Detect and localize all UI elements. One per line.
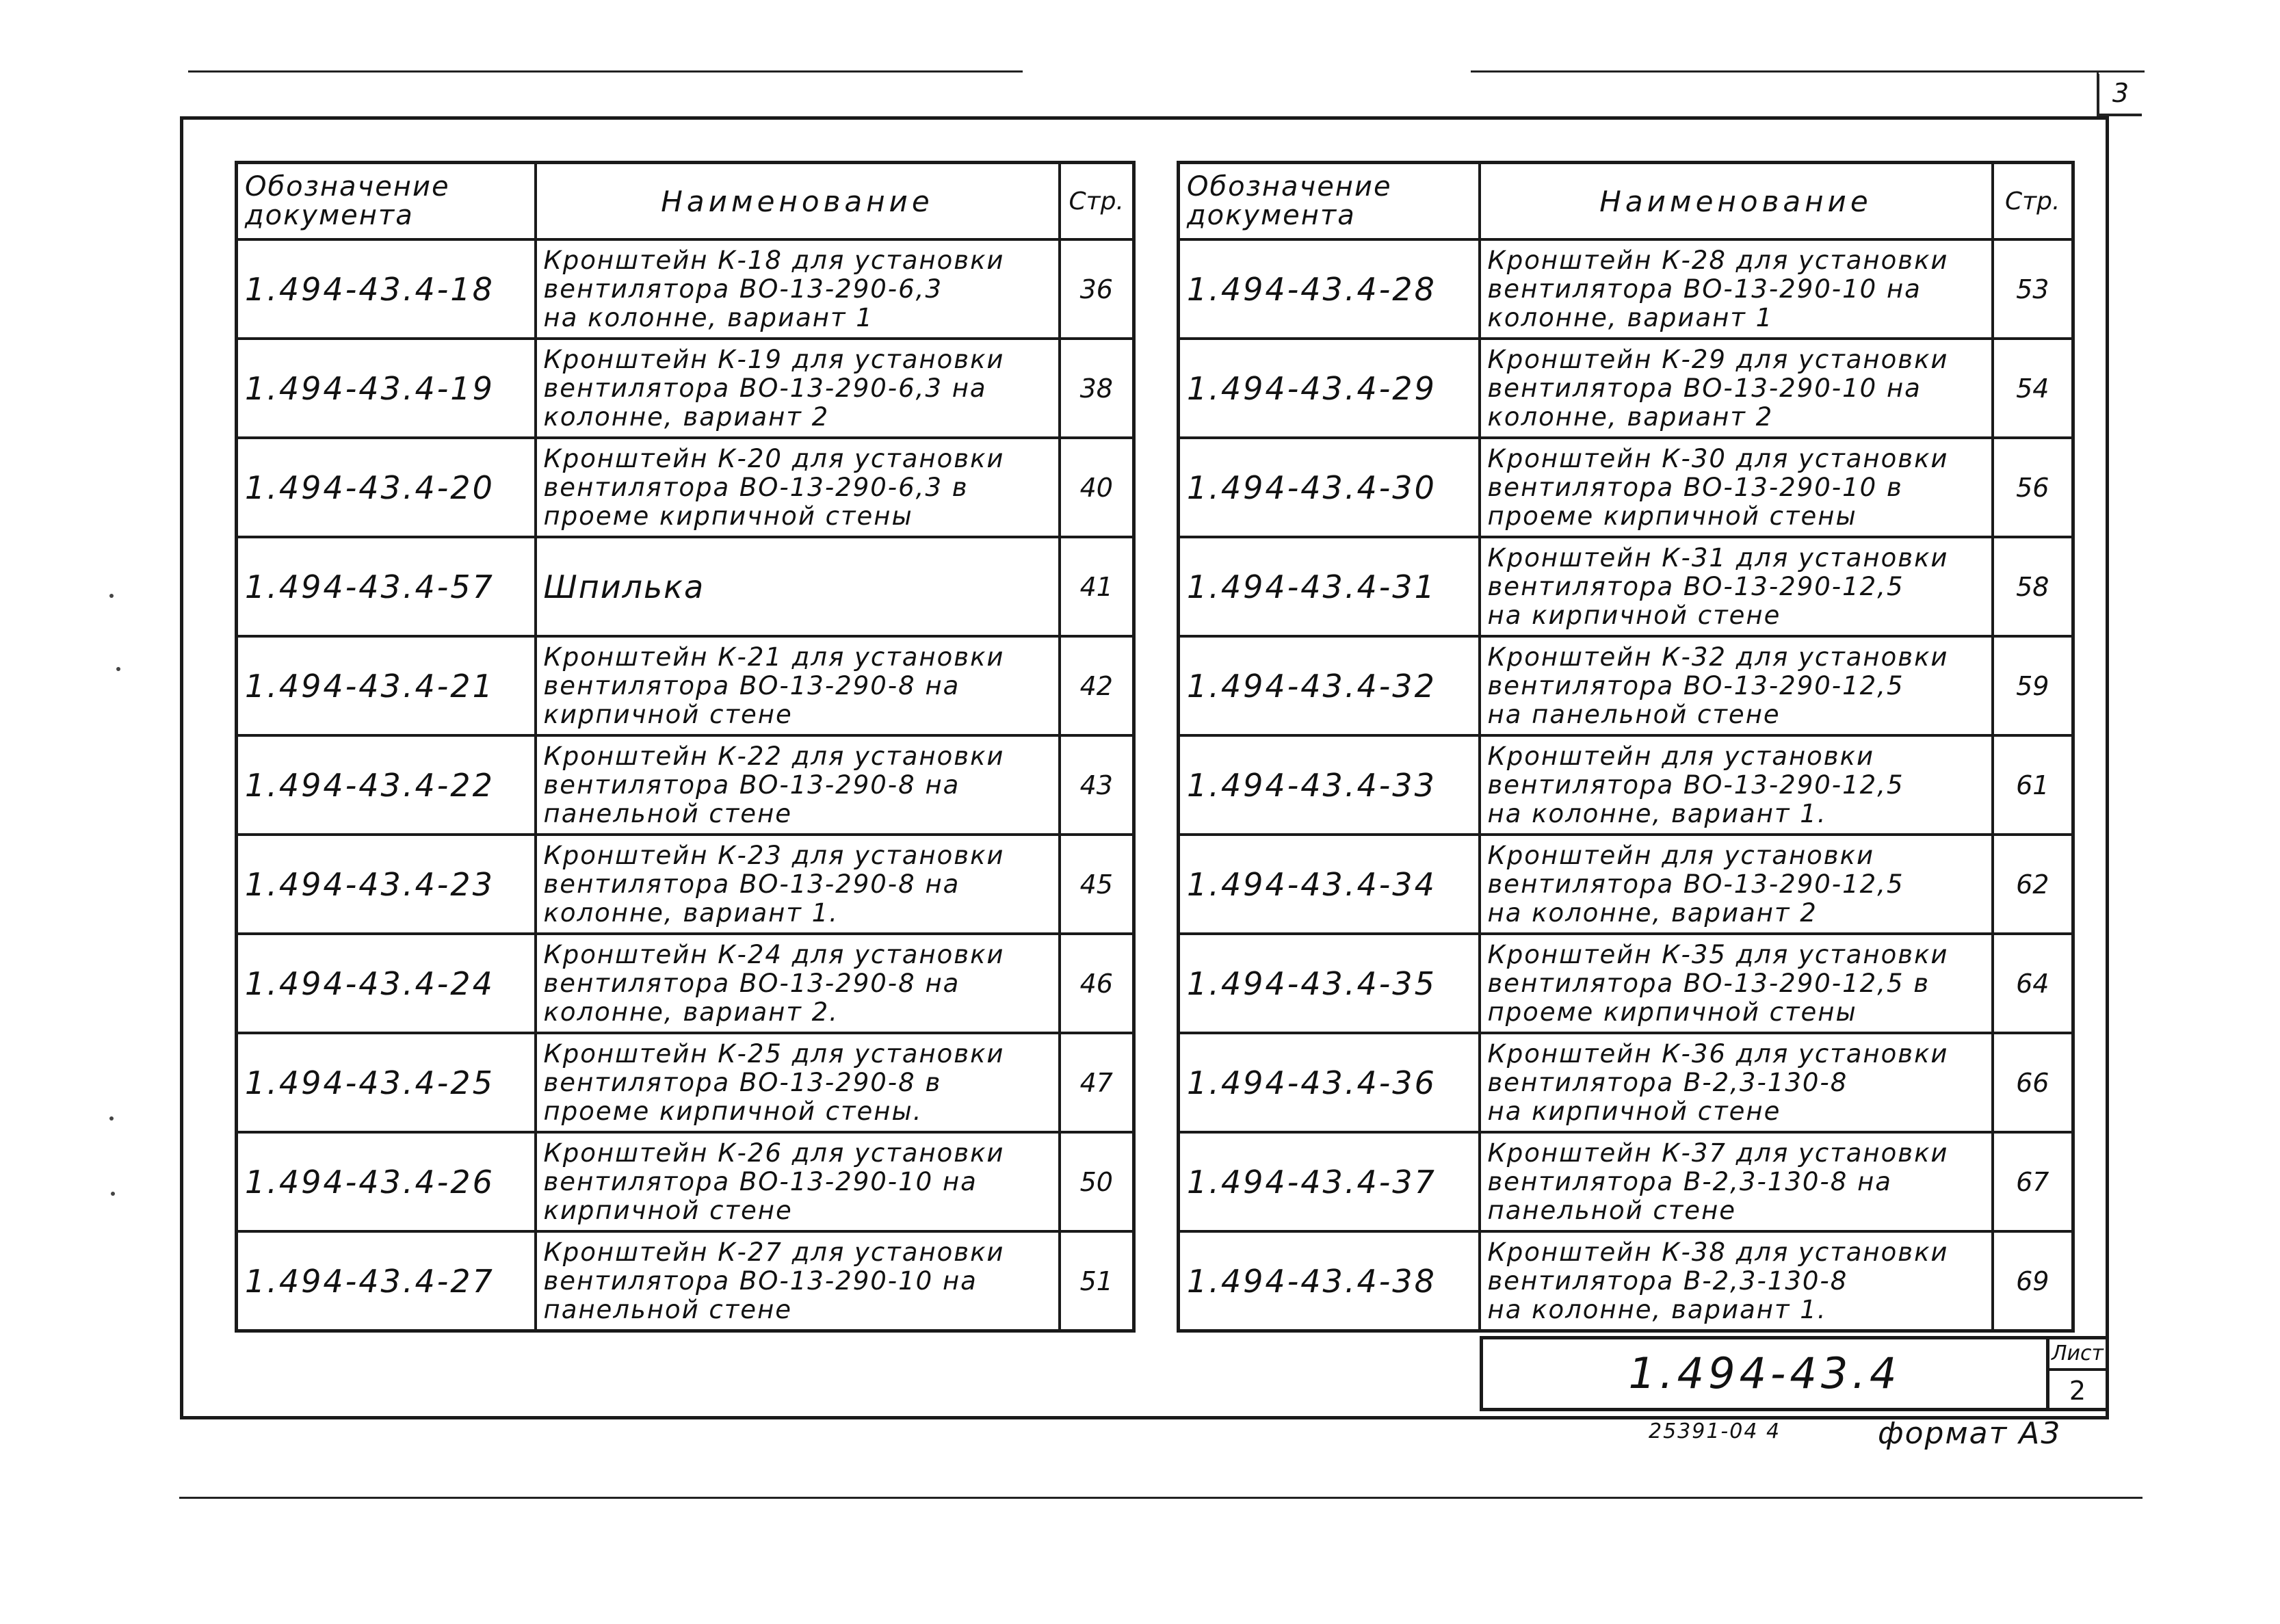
- page-number: 41: [1060, 537, 1134, 636]
- doc-name-line: на панельной стене: [1487, 699, 1781, 729]
- doc-name-line: Кронштейн К-28 для установки: [1487, 245, 1949, 275]
- doc-name: [536, 636, 1060, 735]
- doc-name-line: кирпичной стене: [543, 1195, 793, 1225]
- doc-name-line: Кронштейн К-27 для установки: [543, 1237, 1005, 1267]
- doc-name-line: на колонне, вариант 1: [543, 302, 874, 332]
- doc-name-line: вентилятора ВО-13-290-10 на: [543, 1166, 978, 1196]
- doc-code: 1.494-43.4-25: [237, 1033, 536, 1132]
- page-number: 45: [1060, 835, 1134, 934]
- doc-name-line: колонне, вариант 2: [543, 402, 830, 432]
- table-row: [1179, 537, 2073, 636]
- page-number: 58: [1993, 537, 2073, 636]
- scan-speck: [111, 1192, 115, 1196]
- table-row: [237, 239, 1134, 339]
- doc-name-line: проеме кирпичной стены.: [543, 1096, 923, 1126]
- header-doc-line2: документа: [1187, 200, 1356, 231]
- doc-name: [536, 438, 1060, 537]
- doc-name-line: вентилятора ВО-13-290-8 на: [543, 968, 960, 998]
- doc-name-line: Кронштейн для установки: [1487, 741, 1874, 771]
- doc-name-line: колонне, вариант 2.: [543, 997, 839, 1027]
- doc-name-line: на кирпичной стене: [1487, 1096, 1781, 1126]
- doc-name-line: Кронштейн К-20 для установки: [543, 443, 1005, 473]
- page-number: 40: [1060, 438, 1134, 537]
- table-row: [1179, 438, 2073, 537]
- doc-name-line: Кронштейн К-19 для установки: [543, 344, 1005, 374]
- sheet-label: Лист: [2049, 1339, 2106, 1371]
- doc-name-line: Кронштейн К-23 для установки: [543, 840, 1005, 870]
- scan-speck: [109, 1116, 114, 1121]
- right-document-table: [1177, 161, 2075, 1333]
- header-doc: [1179, 163, 1480, 240]
- doc-name-line: Кронштейн для установки: [1487, 840, 1874, 870]
- doc-name-line: панельной стене: [543, 798, 793, 828]
- title-block: [1480, 1336, 2109, 1411]
- doc-name-line: Кронштейн К-35 для установки: [1487, 939, 1949, 969]
- page-number: 54: [1993, 339, 2073, 438]
- page-number: 67: [1993, 1132, 2073, 1231]
- doc-name: [536, 835, 1060, 934]
- page-number: 61: [1993, 735, 2073, 835]
- doc-name-line: вентилятора ВО-13-290-10 на: [1487, 373, 1922, 403]
- doc-name-line: вентилятора ВО-13-290-8 на: [543, 670, 960, 700]
- doc-name-line: вентилятора ВО-13-290-12,5 в: [1487, 968, 1930, 998]
- doc-code: 1.494-43.4-35: [1179, 934, 1480, 1033]
- doc-name: [536, 339, 1060, 438]
- doc-name-line: вентилятора ВО-13-290-12,5: [1487, 670, 1904, 700]
- page-number: 42: [1060, 636, 1134, 735]
- doc-name-line: Кронштейн К-29 для установки: [1487, 344, 1949, 374]
- doc-name: [1480, 835, 1993, 934]
- table-header-row: [1179, 163, 2073, 240]
- page-number: 50: [1060, 1132, 1134, 1231]
- format-label: формат А3: [1878, 1416, 2062, 1451]
- table-row: [1179, 735, 2073, 835]
- page-number: 38: [1060, 339, 1134, 438]
- doc-code: 1.494-43.4-34: [1179, 835, 1480, 934]
- doc-code: 1.494-43.4-28: [1179, 239, 1480, 339]
- inventory-number: 25391-04 4: [1649, 1419, 1781, 1443]
- doc-name-line: Кронштейн К-21 для установки: [543, 642, 1005, 672]
- doc-code: 1.494-43.4-32: [1179, 636, 1480, 735]
- table-row: [1179, 1132, 2073, 1231]
- doc-name: [536, 735, 1060, 835]
- table-row: [237, 438, 1134, 537]
- doc-name: [536, 1033, 1060, 1132]
- doc-name: [1480, 636, 1993, 735]
- doc-name-line: на колонне, вариант 2: [1487, 898, 1818, 928]
- doc-name: [1480, 239, 1993, 339]
- doc-code: 1.494-43.4-30: [1179, 438, 1480, 537]
- table-row: [1179, 934, 2073, 1033]
- doc-code: 1.494-43.4-36: [1179, 1033, 1480, 1132]
- doc-name-line: Кронштейн К-38 для установки: [1487, 1237, 1949, 1267]
- doc-name-line: Кронштейн К-31 для установки: [1487, 542, 1949, 573]
- doc-name: [1480, 934, 1993, 1033]
- doc-name: [536, 1132, 1060, 1231]
- title-block-sheet: [2046, 1339, 2106, 1408]
- page-number: 46: [1060, 934, 1134, 1033]
- doc-code: 1.494-43.4-57: [237, 537, 536, 636]
- doc-name: [1480, 1231, 1993, 1331]
- page-number: 43: [1060, 735, 1134, 835]
- doc-name-line: на колонне, вариант 1.: [1487, 1294, 1827, 1324]
- doc-name-line: на кирпичной стене: [1487, 600, 1781, 630]
- table-row: [237, 1033, 1134, 1132]
- doc-name: [1480, 735, 1993, 835]
- scan-speck: [109, 594, 114, 598]
- doc-name-line: Кронштейн К-22 для установки: [543, 741, 1005, 771]
- doc-name-line: вентилятора ВО-13-290-12,5: [1487, 770, 1904, 800]
- doc-name: [1480, 1033, 1993, 1132]
- doc-name-line: Кронштейн К-30 для установки: [1487, 443, 1949, 473]
- table-row: [237, 1132, 1134, 1231]
- table-row: [237, 339, 1134, 438]
- doc-name: [536, 537, 1060, 636]
- doc-name-line: кирпичной стене: [543, 699, 793, 729]
- doc-name-line: проеме кирпичной стены: [1487, 501, 1857, 531]
- sheet-number: 2: [2069, 1376, 2086, 1406]
- table-row: [1179, 239, 2073, 339]
- table-row: [237, 735, 1134, 835]
- doc-name-line: вентилятора ВО-13-290-8 на: [543, 869, 960, 899]
- table-row: [237, 537, 1134, 636]
- scan-speck: [116, 667, 120, 671]
- doc-name-line: вентилятора ВО-13-290-12,5: [1487, 571, 1904, 601]
- doc-name-line: вентилятора ВО-13-290-8 в: [543, 1067, 942, 1097]
- doc-name-line: панельной стене: [543, 1294, 793, 1324]
- header-name: Наименование: [1480, 163, 1993, 240]
- page-number: 69: [1993, 1231, 2073, 1331]
- doc-name: [1480, 339, 1993, 438]
- doc-code: 1.494-43.4-21: [237, 636, 536, 735]
- page-number: 59: [1993, 636, 2073, 735]
- doc-code: 1.494-43.4-20: [237, 438, 536, 537]
- header-doc-line2: документа: [245, 200, 414, 231]
- page-number: 56: [1993, 438, 2073, 537]
- table-row: [237, 1231, 1134, 1331]
- page-number: 66: [1993, 1033, 2073, 1132]
- doc-name-line: Кронштейн К-25 для установки: [543, 1038, 1005, 1069]
- page-number: 53: [1993, 239, 2073, 339]
- header-doc-line1: Обозначение: [1187, 171, 1392, 202]
- doc-name-line: проеме кирпичной стены: [543, 501, 913, 531]
- doc-name: [536, 239, 1060, 339]
- top-rule-right: [1471, 70, 2145, 73]
- doc-name-line: вентилятора ВО-13-290-6,3 на: [543, 373, 987, 403]
- doc-name-line: вентилятора ВО-13-290-6,3: [543, 274, 943, 304]
- doc-code: 1.494-43.4-26: [237, 1132, 536, 1231]
- header-doc: [237, 163, 536, 240]
- doc-name-line: вентилятора ВО-13-290-10 в: [1487, 472, 1903, 502]
- doc-name: [1480, 1132, 1993, 1231]
- doc-name-line: на колонне, вариант 1.: [1487, 798, 1827, 828]
- title-block-doc-number: 1.494-43.4: [1628, 1348, 1901, 1398]
- doc-code: 1.494-43.4-19: [237, 339, 536, 438]
- doc-name-line: Кронштейн К-32 для установки: [1487, 642, 1949, 672]
- doc-name-line: панельной стене: [1487, 1195, 1737, 1225]
- table-row: [1179, 339, 2073, 438]
- doc-name-line: вентилятора В-2,3-130-8: [1487, 1266, 1848, 1296]
- doc-code: 1.494-43.4-38: [1179, 1231, 1480, 1331]
- doc-name-line: Кронштейн К-36 для установки: [1487, 1038, 1949, 1069]
- left-document-table: [235, 161, 1136, 1333]
- header-page: Стр.: [1993, 163, 2073, 240]
- header-name: Наименование: [536, 163, 1060, 240]
- doc-code: 1.494-43.4-27: [237, 1231, 536, 1331]
- page-number: 36: [1060, 239, 1134, 339]
- doc-name-line: колонне, вариант 1: [1487, 302, 1774, 332]
- doc-name: [536, 1231, 1060, 1331]
- doc-name-line: вентилятора В-2,3-130-8 на: [1487, 1166, 1892, 1196]
- table-row: [237, 934, 1134, 1033]
- doc-code: 1.494-43.4-18: [237, 239, 536, 339]
- doc-code: 1.494-43.4-29: [1179, 339, 1480, 438]
- doc-name-line: вентилятора В-2,3-130-8: [1487, 1067, 1848, 1097]
- doc-name-line: проеме кирпичной стены: [1487, 997, 1857, 1027]
- doc-code: 1.494-43.4-37: [1179, 1132, 1480, 1231]
- page-number: 64: [1993, 934, 2073, 1033]
- sheet-corner-number: 3: [2097, 74, 2142, 116]
- table-row: [1179, 835, 2073, 934]
- page-number: 62: [1993, 835, 2073, 934]
- doc-code: 1.494-43.4-24: [237, 934, 536, 1033]
- doc-name-line: вентилятора ВО-13-290-12,5: [1487, 869, 1904, 899]
- doc-name-line: Кронштейн К-18 для установки: [543, 245, 1005, 275]
- doc-code: 1.494-43.4-23: [237, 835, 536, 934]
- doc-name: [536, 934, 1060, 1033]
- doc-name-line: вентилятора ВО-13-290-6,3 в: [543, 472, 969, 502]
- top-rule-left: [188, 70, 1023, 73]
- table-row: [1179, 1033, 2073, 1132]
- header-page: Стр.: [1060, 163, 1134, 240]
- doc-name-line: Шпилька: [543, 568, 705, 605]
- doc-code: 1.494-43.4-22: [237, 735, 536, 835]
- doc-name-line: колонне, вариант 1.: [543, 898, 839, 928]
- table-row: [237, 835, 1134, 934]
- page-number: 47: [1060, 1033, 1134, 1132]
- doc-name-line: вентилятора ВО-13-290-10 на: [543, 1266, 978, 1296]
- doc-name-line: Кронштейн К-26 для установки: [543, 1138, 1005, 1168]
- doc-code: 1.494-43.4-33: [1179, 735, 1480, 835]
- doc-code: 1.494-43.4-31: [1179, 537, 1480, 636]
- doc-name-line: колонне, вариант 2: [1487, 402, 1774, 432]
- table-header-row: [237, 163, 1134, 240]
- doc-name-line: Кронштейн К-24 для установки: [543, 939, 1005, 969]
- doc-name-line: вентилятора ВО-13-290-8 на: [543, 770, 960, 800]
- doc-name-line: Кронштейн К-37 для установки: [1487, 1138, 1949, 1168]
- page-number: 51: [1060, 1231, 1134, 1331]
- doc-name: [1480, 438, 1993, 537]
- table-row: [1179, 1231, 2073, 1331]
- doc-name-line: вентилятора ВО-13-290-10 на: [1487, 274, 1922, 304]
- table-row: [1179, 636, 2073, 735]
- header-doc-line1: Обозначение: [245, 171, 450, 202]
- bottom-rule: [179, 1497, 2143, 1499]
- table-row: [237, 636, 1134, 735]
- doc-name: [1480, 537, 1993, 636]
